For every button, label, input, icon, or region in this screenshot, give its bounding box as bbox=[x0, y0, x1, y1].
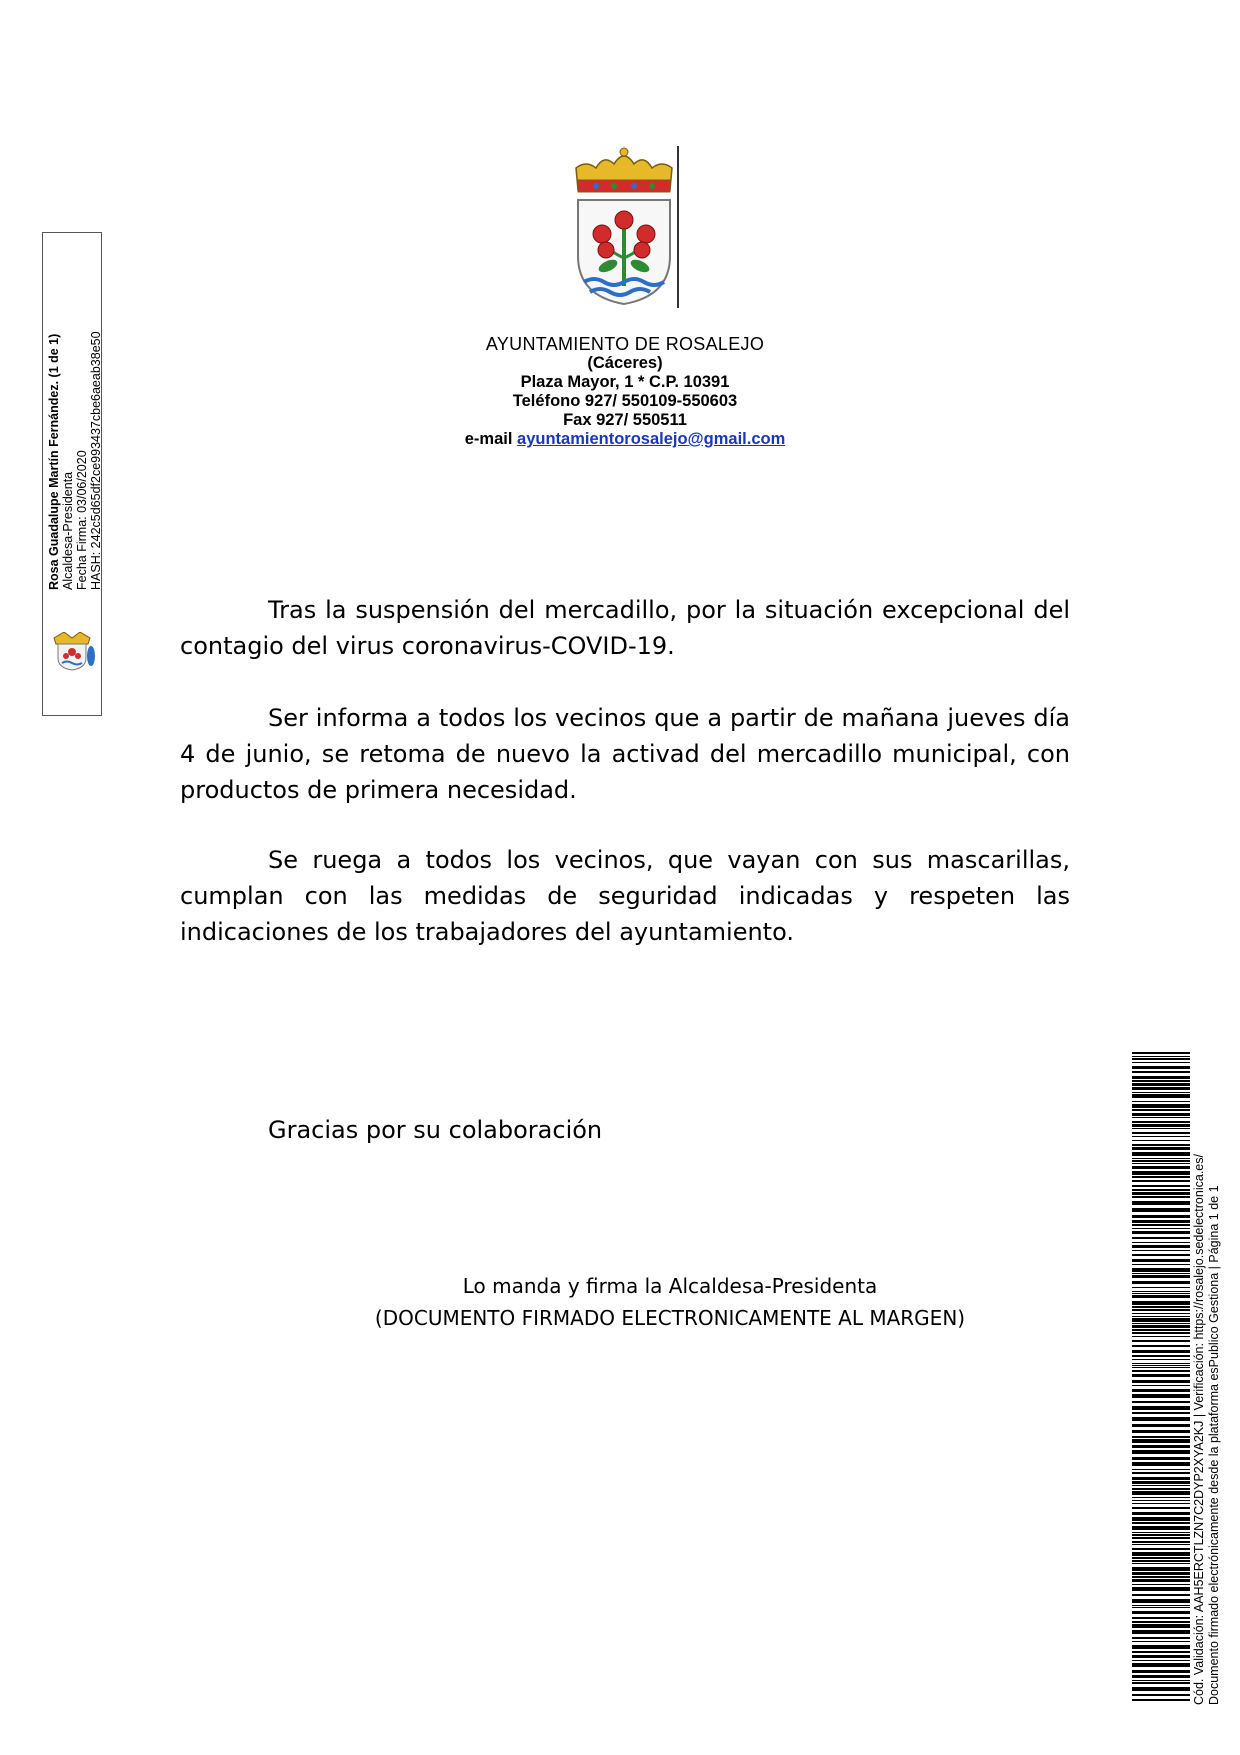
validation-code-line: Cód. Validación: AAH5ERCTLZN7C2DYP2XYA2KJ | Verificación: https://rosalejo.sedelectronica.es/ bbox=[1192, 1154, 1206, 1705]
barcode-bar bbox=[1132, 1109, 1190, 1111]
barcode-bar bbox=[1132, 1113, 1190, 1116]
barcode-bar bbox=[1132, 1281, 1190, 1284]
barcode-bar bbox=[1132, 1621, 1190, 1623]
barcode-bar bbox=[1132, 1350, 1190, 1353]
barcode-bar bbox=[1132, 1517, 1190, 1521]
letterhead bbox=[390, 335, 860, 449]
barcode-bar bbox=[1132, 1651, 1190, 1653]
barcode-bar bbox=[1132, 1355, 1190, 1357]
barcode-bar bbox=[1132, 1655, 1190, 1658]
barcode-bar bbox=[1132, 1158, 1190, 1159]
barcode-bar bbox=[1132, 1176, 1190, 1178]
barcode-bar bbox=[1132, 1497, 1190, 1498]
barcode-bar bbox=[1132, 1140, 1190, 1141]
barcode-bar bbox=[1132, 1675, 1190, 1678]
email-link[interactable]: ayuntamientorosalejo@gmail.com bbox=[517, 430, 786, 448]
barcode-bar bbox=[1132, 1374, 1190, 1377]
barcode-bar bbox=[1132, 1584, 1190, 1585]
barcode-bar bbox=[1132, 1132, 1190, 1134]
barcode-bar bbox=[1132, 1323, 1190, 1324]
barcode-bar bbox=[1132, 1220, 1190, 1223]
barcode-bar bbox=[1132, 1680, 1190, 1681]
barcode-bar bbox=[1132, 1273, 1190, 1274]
barcode-bar bbox=[1132, 1080, 1190, 1082]
barcode-bar bbox=[1132, 1477, 1190, 1480]
barcode-bar bbox=[1132, 1481, 1190, 1484]
barcode-bar bbox=[1132, 1430, 1190, 1433]
barcode-bar bbox=[1132, 1512, 1190, 1515]
barcode-bar bbox=[1132, 1630, 1190, 1634]
barcode-bar bbox=[1132, 1579, 1190, 1582]
barcode-bar bbox=[1132, 1083, 1190, 1086]
barcode-bar bbox=[1132, 1507, 1190, 1509]
signature-hash: HASH: 242c5d65df2ce993437cbe6aeab38e50 bbox=[89, 331, 103, 590]
barcode-bar bbox=[1132, 1124, 1190, 1127]
barcode-bar bbox=[1132, 1488, 1190, 1490]
barcode-bar bbox=[1132, 1624, 1190, 1628]
barcode-bar bbox=[1132, 1491, 1190, 1495]
barcode-bar bbox=[1132, 1617, 1190, 1619]
barcode-bar bbox=[1132, 1056, 1190, 1057]
barcode-bar bbox=[1132, 1660, 1190, 1661]
barcode-bar bbox=[1132, 1291, 1190, 1292]
barcode-bar bbox=[1132, 1117, 1190, 1118]
barcode-bar bbox=[1132, 1587, 1190, 1591]
barcode-bar bbox=[1132, 1340, 1190, 1342]
barcode-bar bbox=[1132, 1336, 1190, 1337]
barcode-bar bbox=[1132, 1687, 1190, 1691]
barcode-bar bbox=[1132, 1576, 1190, 1578]
barcode-bar bbox=[1132, 1424, 1190, 1427]
signer-role: Alcaldesa-Presidenta bbox=[61, 471, 75, 590]
signer-name: Rosa Guadalupe Martín Fernández. (1 de 1) bbox=[47, 333, 61, 590]
barcode-bar bbox=[1132, 1462, 1190, 1466]
signoff bbox=[340, 1270, 1000, 1334]
barcode-bar bbox=[1132, 1293, 1190, 1294]
validation-barcode bbox=[1132, 1052, 1190, 1702]
barcode-bar bbox=[1132, 1128, 1190, 1129]
barcode-bar bbox=[1132, 1325, 1190, 1328]
barcode-bar bbox=[1132, 1544, 1190, 1545]
barcode-bar bbox=[1132, 1406, 1190, 1410]
barcode-bar bbox=[1132, 1163, 1190, 1164]
barcode-bar bbox=[1132, 1052, 1190, 1054]
barcode-bar bbox=[1132, 1599, 1190, 1603]
barcode-bar bbox=[1132, 1166, 1190, 1169]
barcode-bar bbox=[1132, 1367, 1190, 1368]
barcode-bar bbox=[1132, 1254, 1190, 1256]
barcode-bar bbox=[1132, 1645, 1190, 1649]
barcode-bar bbox=[1132, 1101, 1190, 1102]
barcode-bar bbox=[1132, 1637, 1190, 1639]
barcode-bar bbox=[1132, 1201, 1190, 1205]
barcode-bar bbox=[1132, 1563, 1190, 1564]
barcode-bar bbox=[1132, 1268, 1190, 1272]
barcode-bar bbox=[1132, 1208, 1190, 1212]
barcode-bar bbox=[1132, 1287, 1190, 1288]
barcode-bar bbox=[1132, 1058, 1190, 1060]
barcode-bar bbox=[1132, 1245, 1190, 1248]
barcode-bar bbox=[1132, 1641, 1190, 1642]
barcode-bar bbox=[1132, 1242, 1190, 1243]
barcode-bar bbox=[1132, 1250, 1190, 1251]
barcode-bar bbox=[1132, 1552, 1190, 1556]
barcode-bar bbox=[1132, 1500, 1190, 1501]
barcode-bar bbox=[1132, 1436, 1190, 1438]
barcode-bar bbox=[1132, 1309, 1190, 1311]
barcode-bar bbox=[1132, 1417, 1190, 1421]
barcode-bar bbox=[1132, 1503, 1190, 1504]
barcode-bar bbox=[1132, 1228, 1190, 1229]
council-phone: Teléfono 927/ 550109-550603 bbox=[512, 392, 738, 410]
barcode-bar bbox=[1132, 1537, 1190, 1539]
barcode-bar bbox=[1132, 1380, 1190, 1383]
barcode-bar bbox=[1132, 1541, 1190, 1543]
barcode-bar bbox=[1132, 1231, 1190, 1234]
signoff-line-2: (DOCUMENTO FIRMADO ELECTRONICAMENTE AL MARGEN) bbox=[374, 1306, 966, 1330]
barcode-bar bbox=[1132, 1557, 1190, 1559]
barcode-bar bbox=[1132, 1160, 1190, 1162]
barcode-bar bbox=[1132, 1560, 1190, 1562]
validation-platform-line: Documento firmado electrónicamente desde la plataforma esPublico Gestiona | Página 1 de 1 bbox=[1207, 1185, 1221, 1705]
barcode-bar bbox=[1132, 1152, 1190, 1156]
barcode-bar bbox=[1132, 1301, 1190, 1305]
barcode-bar bbox=[1132, 1180, 1190, 1182]
barcode-bar bbox=[1132, 1104, 1190, 1108]
body-paragraph: Ser informa a todos los vecinos que a partir de mañana jueves día 4 de junio, se retoma de nuevo la activad del mercadillo municipal, con productos de primera necesidad. bbox=[180, 704, 1070, 804]
barcode-bar bbox=[1132, 1171, 1190, 1175]
signature-stamp-text bbox=[47, 240, 105, 590]
barcode-bar bbox=[1132, 1389, 1190, 1392]
barcode-bar bbox=[1132, 1259, 1190, 1262]
barcode-bar bbox=[1132, 1469, 1190, 1470]
barcode-bar bbox=[1132, 1345, 1190, 1347]
council-fax: Fax 927/ 550511 bbox=[563, 411, 687, 429]
barcode-bar bbox=[1132, 1611, 1190, 1614]
barcode-bar bbox=[1132, 1264, 1190, 1265]
barcode-bar bbox=[1132, 1062, 1190, 1063]
signature-date: Fecha Firma: 03/06/2020 bbox=[75, 450, 89, 590]
signoff-line-1: Lo manda y firma la Alcaldesa-Presidenta bbox=[462, 1274, 878, 1298]
barcode-bar bbox=[1132, 1572, 1190, 1575]
barcode-bar bbox=[1132, 1224, 1190, 1226]
council-name: AYUNTAMIENTO DE ROSALEJO bbox=[485, 334, 765, 354]
council-email-line bbox=[390, 430, 860, 449]
barcode-bar bbox=[1132, 1363, 1190, 1364]
barcode-bar bbox=[1132, 1394, 1190, 1398]
barcode-bar bbox=[1132, 1092, 1190, 1093]
barcode-bar bbox=[1132, 1329, 1190, 1331]
barcode-bar bbox=[1132, 1295, 1190, 1298]
thanks-line: Gracias por su colaboración bbox=[268, 1116, 603, 1144]
barcode-bar bbox=[1132, 1076, 1190, 1079]
barcode-bar bbox=[1132, 1412, 1190, 1414]
barcode-bar bbox=[1132, 1066, 1190, 1069]
barcode-bar bbox=[1132, 1567, 1190, 1571]
barcode-bar bbox=[1132, 1332, 1190, 1334]
barcode-bar bbox=[1132, 1121, 1190, 1123]
barcode-bar bbox=[1132, 1534, 1190, 1536]
barcode-bar bbox=[1132, 1605, 1190, 1606]
barcode-bar bbox=[1132, 1094, 1190, 1098]
municipal-crest-icon bbox=[566, 146, 682, 308]
barcode-bar bbox=[1132, 1450, 1190, 1454]
barcode-bar bbox=[1132, 1472, 1190, 1474]
barcode-bar bbox=[1132, 1196, 1190, 1198]
barcode-bar bbox=[1132, 1071, 1190, 1073]
barcode-bar bbox=[1132, 1136, 1190, 1137]
barcode-bar bbox=[1132, 1445, 1190, 1448]
barcode-bar bbox=[1132, 1147, 1190, 1150]
barcode-bar bbox=[1132, 1365, 1190, 1366]
barcode-bar bbox=[1132, 1663, 1190, 1667]
barcode-bar bbox=[1132, 1607, 1190, 1608]
barcode-bar bbox=[1132, 1313, 1190, 1314]
barcode-bar bbox=[1132, 1189, 1190, 1191]
barcode-bar bbox=[1132, 1522, 1190, 1524]
barcode-bar bbox=[1132, 1306, 1190, 1308]
barcode-bar bbox=[1132, 1594, 1190, 1596]
barcode-bar bbox=[1132, 1548, 1190, 1550]
small-crest-icon bbox=[50, 632, 96, 672]
body-paragraph: Tras la suspensión del mercadillo, por la situación excepcional del contagio del virus coronavirus-COVID-19. bbox=[180, 596, 1070, 660]
barcode-bar bbox=[1132, 1144, 1190, 1146]
validation-text bbox=[1192, 1045, 1226, 1705]
barcode-bar bbox=[1132, 1485, 1190, 1486]
barcode-bar bbox=[1132, 1526, 1190, 1530]
barcode-bar bbox=[1132, 1385, 1190, 1386]
barcode-bar bbox=[1132, 1192, 1190, 1195]
barcode-bar bbox=[1132, 1275, 1190, 1278]
barcode-bar bbox=[1132, 1215, 1190, 1218]
barcode-bar bbox=[1132, 1318, 1190, 1322]
barcode-bar bbox=[1132, 1439, 1190, 1443]
barcode-bar bbox=[1132, 1359, 1190, 1360]
barcode-bar bbox=[1132, 1532, 1190, 1533]
barcode-bar bbox=[1132, 1185, 1190, 1187]
email-label: e-mail bbox=[464, 430, 513, 448]
barcode-bar bbox=[1132, 1087, 1190, 1090]
barcode-bar bbox=[1132, 1457, 1190, 1460]
barcode-bar bbox=[1132, 1316, 1190, 1317]
council-address: Plaza Mayor, 1 * C.P. 10391 bbox=[520, 373, 730, 391]
body-paragraph: Se ruega a todos los vecinos, que vayan con sus mascarillas, cumplan con las medidas de seguridad indicadas y respeten las indicaciones de los trabajadores del ayuntamiento. bbox=[180, 846, 1070, 946]
barcode-bar bbox=[1132, 1694, 1190, 1696]
council-province: (Cáceres) bbox=[587, 354, 663, 372]
barcode-bar bbox=[1132, 1237, 1190, 1239]
barcode-bar bbox=[1132, 1682, 1190, 1684]
barcode-bar bbox=[1132, 1670, 1190, 1673]
barcode-bar bbox=[1132, 1699, 1190, 1701]
barcode-bar bbox=[1132, 1370, 1190, 1372]
barcode-bar bbox=[1132, 1401, 1190, 1403]
